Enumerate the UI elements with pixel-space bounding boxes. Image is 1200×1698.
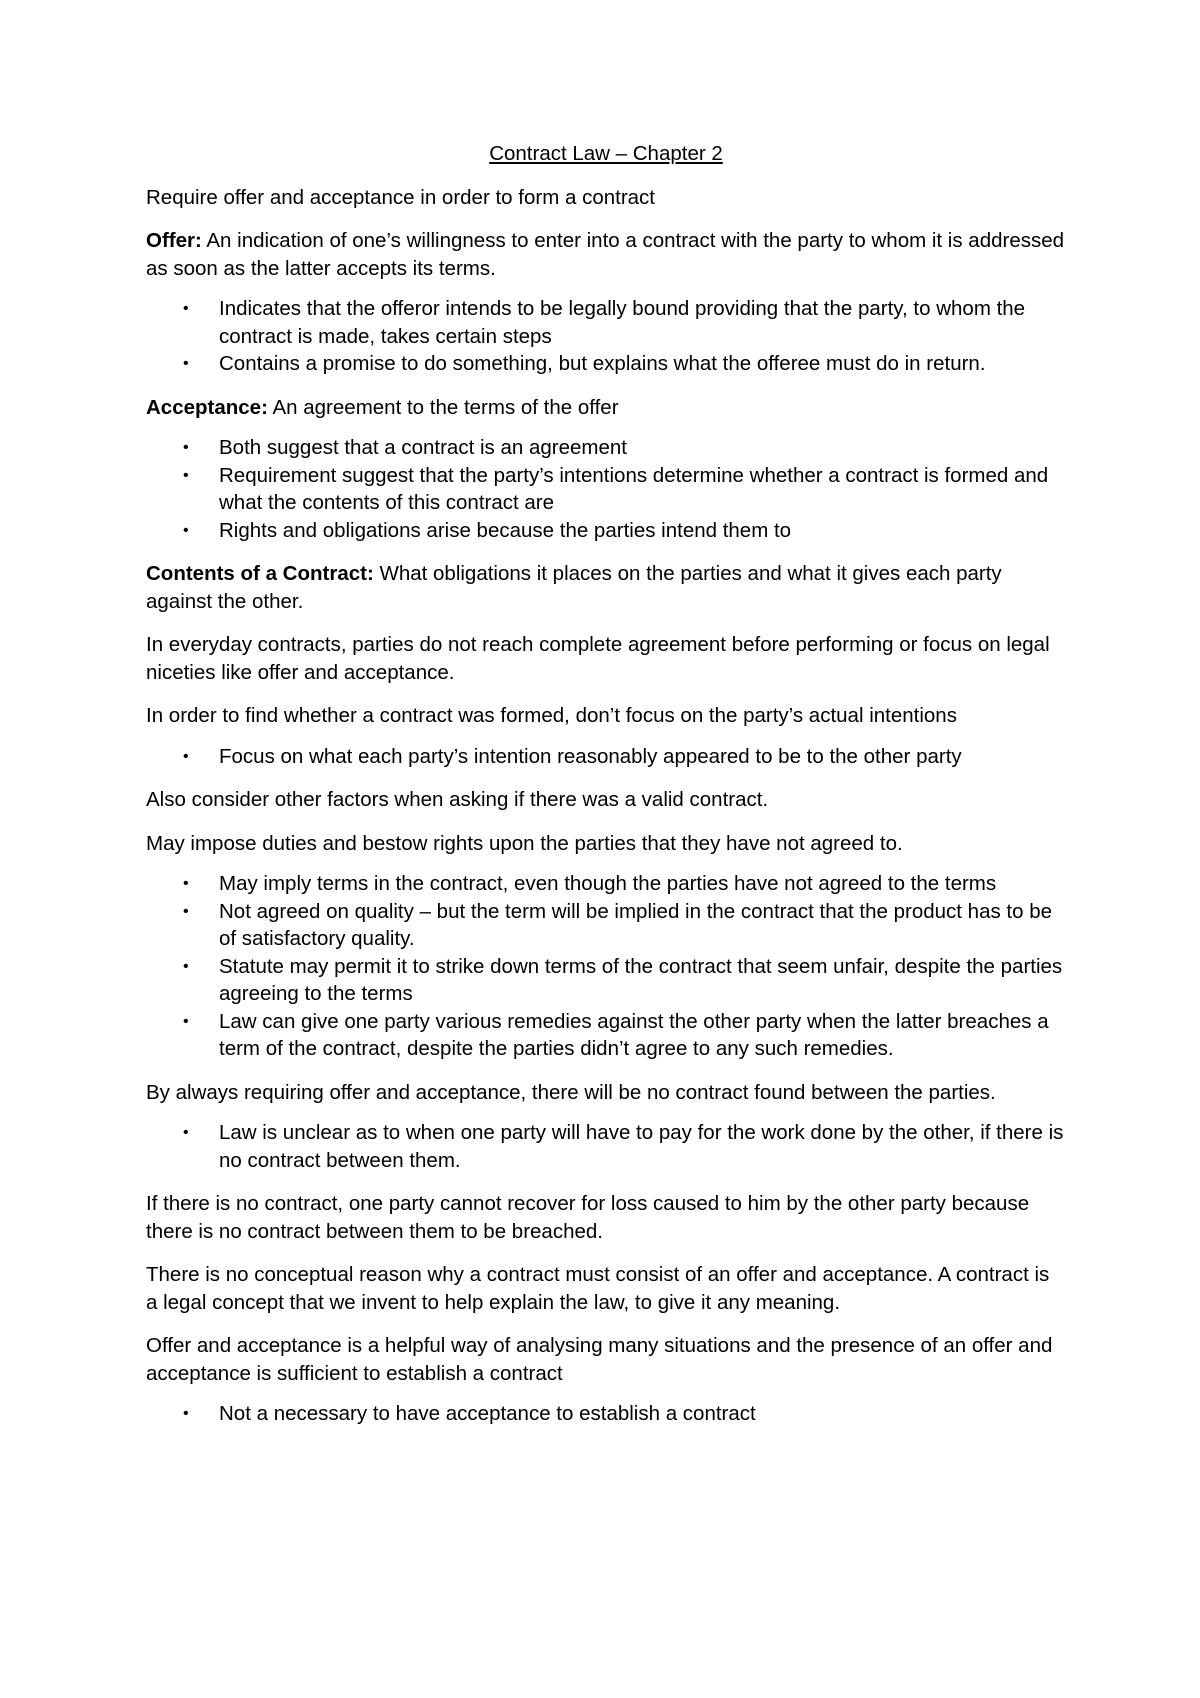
list-item: [146, 870, 1066, 898]
bullet-icon: •: [183, 1012, 189, 1030]
no-contract-paragraph: If there is no contract, one party cannot recover for loss caused to him by the other party because there is no contract between them to be breached.: [146, 1192, 1030, 1243]
other-factors-paragraph: Also consider other factors when asking if there was a valid contract.: [146, 788, 769, 811]
offer-paragraph: [146, 227, 1066, 282]
acceptance-bullet-list: [146, 434, 1066, 544]
list-item-text: May imply terms in the contract, even though the parties have not agreed to the terms: [219, 872, 997, 895]
bullet-icon: •: [183, 957, 189, 975]
bullet-icon: •: [183, 747, 189, 765]
bullet-icon: •: [183, 355, 189, 372]
everyday-paragraph: In everyday contracts, parties do not reach complete agreement before performing or focus on legal niceties like offer and acceptance.: [146, 633, 1050, 684]
list-item: [146, 1400, 1066, 1428]
impose-duties-paragraph: May impose duties and bestow rights upon the parties that they have not agreed to.: [146, 831, 903, 855]
conceptual-paragraph: There is no conceptual reason why a contract must consist of an offer and acceptance. A contract is a legal concept that we invent to help explain the law, to give it any meaning.: [146, 1263, 1050, 1314]
contents-definition: What obligations it places on the parties and what it gives each party against the other.: [146, 562, 1002, 613]
list-item: [146, 1119, 1066, 1174]
list-item-text: Both suggest that a contract is an agreement: [219, 436, 627, 459]
offer-term: Offer:: [146, 229, 202, 252]
bullet-icon: •: [183, 466, 189, 484]
list-item: [146, 295, 1066, 350]
list-item: [146, 350, 1066, 378]
intro-paragraph: Require offer and acceptance in order to form a contract: [146, 185, 655, 209]
contents-term: Contents of a Contract:: [146, 562, 374, 585]
list-item-text: Contains a promise to do something, but explains what the offeree must do in return.: [219, 352, 986, 375]
list-item-text: Law is unclear as to when one party will have to pay for the work done by the other, if there is no contract between them.: [219, 1121, 1064, 1172]
impose-duties-bullet-list: [146, 870, 1066, 1063]
acceptance-definition: An agreement to the terms of the offer: [267, 395, 619, 419]
list-item-text: Requirement suggest that the party’s intentions determine whether a contract is formed and what the contents of this contract are: [219, 463, 1049, 514]
acceptance-paragraph: [146, 394, 1066, 422]
acceptance-term: Acceptance:: [146, 395, 268, 419]
helpful-bullet-list: [146, 1400, 1066, 1428]
list-item: [146, 462, 1066, 517]
list-item-text: Indicates that the offeror intends to be legally bound providing that the party, to whom the contract is made, takes certain steps: [219, 297, 1026, 348]
list-item: [146, 1008, 1066, 1063]
bullet-icon: •: [183, 875, 189, 892]
list-item-text: Not agreed on quality – but the term will be implied in the contract that the product has to be of satisfactory quality.: [219, 899, 1053, 950]
document-page: [146, 140, 1066, 1444]
document-title: Contract Law – Chapter 2: [489, 142, 723, 165]
list-item-text: Law can give one party various remedies against the other party when the latter breaches a term of the contract, despite the parties didn’t agree to any such remedies.: [219, 1009, 1049, 1060]
helpful-paragraph: Offer and acceptance is a helpful way of analysing many situations and the presence of an offer and acceptance is sufficient to establish a contract: [146, 1334, 1053, 1385]
bullet-icon: •: [183, 1124, 189, 1141]
intentions-paragraph: In order to find whether a contract was formed, don’t focus on the party’s actual intentions: [146, 704, 957, 727]
bullet-icon: •: [183, 521, 189, 539]
offer-bullet-list: [146, 295, 1066, 378]
list-item: [146, 953, 1066, 1008]
list-item: [146, 743, 1066, 771]
bullet-icon: •: [183, 1405, 189, 1422]
list-item: [146, 434, 1066, 462]
list-item: [146, 517, 1066, 545]
list-item-text: Rights and obligations arise because the parties intend them to: [219, 518, 792, 542]
bullet-icon: •: [183, 902, 189, 920]
list-item-text: Not a necessary to have acceptance to establish a contract: [219, 1402, 756, 1425]
offer-definition: An indication of one’s willingness to enter into a contract with the party to whom it is addressed as soon as the latter accepts its terms.: [146, 229, 1065, 280]
always-requiring-paragraph: By always requiring offer and acceptance, there will be no contract found between the parties.: [146, 1080, 996, 1104]
bullet-icon: •: [183, 439, 189, 456]
list-item: [146, 898, 1066, 953]
intentions-bullet-list: [146, 743, 1066, 771]
contents-paragraph: [146, 560, 1066, 615]
always-requiring-bullet-list: [146, 1119, 1066, 1174]
list-item-text: Statute may permit it to strike down terms of the contract that seem unfair, despite the parties agreeing to the terms: [219, 954, 1063, 1005]
list-item-text: Focus on what each party’s intention reasonably appeared to be to the other party: [219, 744, 962, 768]
bullet-icon: •: [183, 300, 189, 317]
